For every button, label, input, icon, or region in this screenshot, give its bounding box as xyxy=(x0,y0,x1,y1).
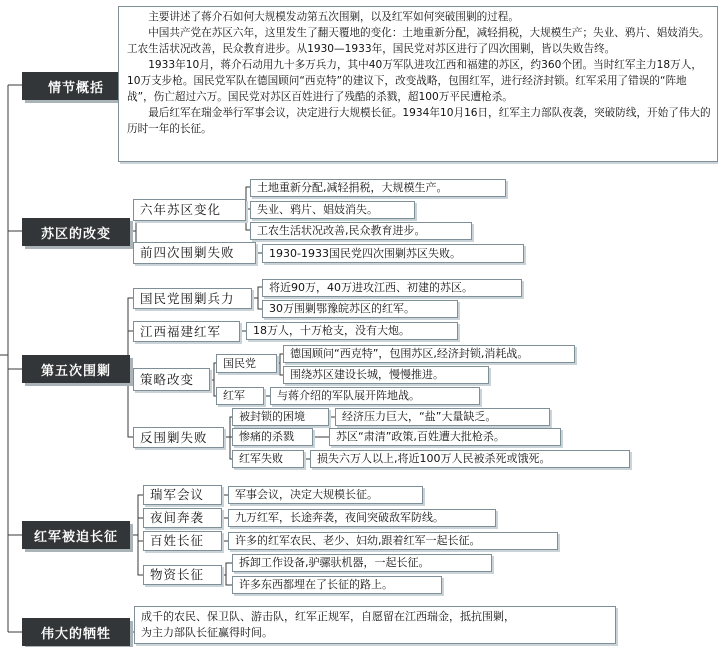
leaf-strategy-kmt-2: 围绕苏区建设长城，慢慢推进。 xyxy=(283,366,489,384)
leaf-failure-killing: 苏区“肃清”政策,百姓遭大批枪杀。 xyxy=(329,428,561,446)
topic-sacrifice[interactable]: 伟大的牺牲 xyxy=(22,618,130,646)
leaf-strategy-kmt-1: 德国顾问“西克特”，包围苏区,经济封锁,消耗战。 xyxy=(283,345,575,363)
leaf-ruijin-meeting: 军事会议，决定大规模长征。 xyxy=(228,486,423,504)
leaf-four-campaigns: 1930-1933国民党四次围剿苏区失败。 xyxy=(262,244,524,263)
node-night-raid[interactable]: 夜间奔袭 xyxy=(143,508,222,528)
node-strategy-kmt[interactable]: 国民党 xyxy=(216,354,277,373)
leaf-sacrifice xyxy=(134,606,616,644)
leaf-supplies-march-2: 许多东西都埋在了长征的路上。 xyxy=(232,576,442,594)
node-four-campaigns[interactable]: 前四次围剿失败 xyxy=(133,242,256,264)
sacrifice-line: 成千的农民、保卫队、游击队，红军正规军，自愿留在江西瑞金，抵抗围剿， xyxy=(141,610,515,623)
summary-paragraph: 1933年10月，蒋介石动用九十多万兵力，其中40万军队进攻江西和福建的苏区，约360个团。当时红军主力18万人，10万支步枪。国民党军队在德国顾问“西克特”的建议下，改变战略，包围红军，进行经济封锁。红军采用了错误的“阵地战”，伤亡超过六万。国民党对苏区百姓进行了残酷的杀戮，超100万平民遭枪杀。 xyxy=(127,59,702,103)
node-failure[interactable]: 反围剿失败 xyxy=(133,427,224,448)
leaf-kmt-force-1: 将近90万，40万进攻江西、初建的苏区。 xyxy=(262,279,522,297)
leaf-civilian-march: 许多的红军农民、老少、妇幼,跟着红军一起长征。 xyxy=(228,532,558,550)
node-supplies-march[interactable]: 物资长征 xyxy=(143,565,222,585)
leaf-night-raid: 九万红军，长途奔袭，夜间突破敌军防线。 xyxy=(228,509,496,527)
summary-paragraph: 最后红军在瑞金举行军事会议，决定进行大规模长征。1934年10月16日，红军主力部队夜袭，突破防线，开始了伟大的历时一年的长征。 xyxy=(127,107,711,135)
node-civilian-march[interactable]: 百姓长征 xyxy=(143,531,222,551)
node-kmt-force[interactable]: 国民党围剿兵力 xyxy=(133,288,252,309)
leaf-red-army: 18万人，十万枪支，没有大炮。 xyxy=(246,322,458,340)
node-strategy-red[interactable]: 红军 xyxy=(216,387,264,405)
leaf-six-years-3: 工农生活状况改善,民众教育进步。 xyxy=(250,222,472,240)
summary-paragraph: 中国共产党在苏区六年，这里发生了翻天覆地的变化：土地重新分配，减轻捐税，大规模生产；失业、鸦片、娼妓消失。工农生活状况改善，民众教育进步。从1930—1933年，国民党对苏区进行了四次围剿，皆以失败告终。 xyxy=(127,27,710,55)
node-ruijin-meeting[interactable]: 瑞军会议 xyxy=(143,485,222,505)
leaf-kmt-force-2: 30万围剿鄂豫皖苏区的红军。 xyxy=(262,300,458,318)
leaf-six-years-2: 失业、鸦片、娼妓消失。 xyxy=(250,201,415,219)
summary-paragraph-box xyxy=(118,6,718,162)
leaf-strategy-red: 与蒋介绍的军队展开阵地战。 xyxy=(270,387,480,405)
topic-soviet-changes[interactable]: 苏区的改变 xyxy=(22,218,130,246)
leaf-six-years-1: 土地重新分配,减轻捐税，大规模生产。 xyxy=(250,179,506,197)
summary-paragraph: 主要讲述了蒋介石如何大规模发动第五次围剿，以及红军如何突破围剿的过程。 xyxy=(148,11,519,23)
leaf-supplies-march-1: 拆卸工作设备,驴骡驮机器，一起长征。 xyxy=(232,554,492,572)
node-red-army[interactable]: 江西福建红军 xyxy=(133,321,240,342)
node-strategy[interactable]: 策略改变 xyxy=(133,368,210,391)
topic-fifth-campaign[interactable]: 第五次围剿 xyxy=(22,355,130,383)
topic-summary[interactable]: 情节概括 xyxy=(22,72,130,100)
node-six-years[interactable]: 六年苏区变化 xyxy=(133,199,246,221)
node-failure-blockade[interactable]: 被封锁的困境 xyxy=(232,408,329,426)
leaf-failure-blockade: 经济压力巨大，“盐”大量缺乏。 xyxy=(335,408,550,426)
topic-long-march[interactable]: 红军被迫长征 xyxy=(22,521,130,549)
leaf-failure-red-army: 损失六万人以上,将近100万人民被杀死或饿死。 xyxy=(310,450,630,468)
node-failure-red-army[interactable]: 红军失败 xyxy=(232,450,304,468)
node-failure-killing[interactable]: 惨痛的杀戮 xyxy=(232,428,313,446)
sacrifice-line: 为主力部队长征赢得时间。 xyxy=(141,626,273,639)
